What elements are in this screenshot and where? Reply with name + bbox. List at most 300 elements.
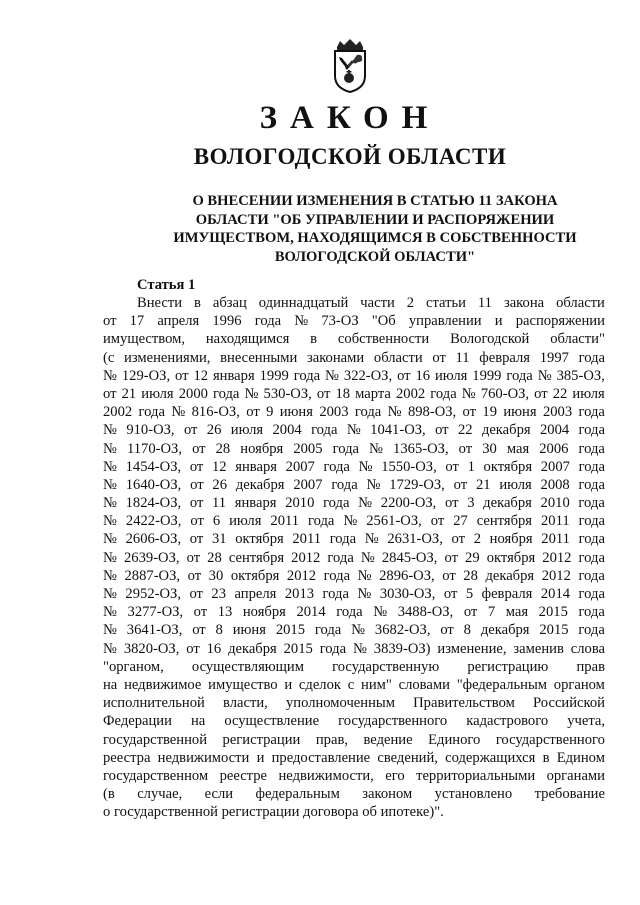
body-word: собственности [337,331,430,348]
body-word: недвижимости [157,749,250,766]
body-word: о государственной регистрации договора об ипотеке)". [103,804,444,821]
body-word: от [443,586,458,602]
body-line [103,785,605,803]
body-word: 2422-ОЗ, [125,513,182,530]
body-word: от [397,367,411,384]
body-word: 2631-ОЗ, [387,531,443,548]
body-word: Российской [533,695,605,712]
body-word: предоставление [271,749,371,766]
body-word: в [194,295,201,311]
region-title: ВОЛОГОДСКОЙ ОБЛАСТИ [193,144,507,169]
body-word: № [352,640,367,657]
body-word: от [192,622,206,639]
body-word: марта [355,385,391,402]
body-line [103,676,605,694]
body-word: территориальными [416,767,536,784]
body-word: от [183,422,198,439]
body-word: Правительством [413,695,515,712]
body-word: ноября [242,604,286,621]
body-word: федеральным [255,786,340,803]
body-word: июня [279,404,313,421]
body-word: № [103,495,117,512]
body-word: имущество [208,676,278,693]
body-word: 28 [215,440,231,457]
body-word: 29 [465,549,480,566]
body-word: от [435,422,449,439]
body-word: 27 [453,513,468,530]
body-word: от [445,495,459,512]
body-line [103,367,605,385]
body-word: 18 [335,385,351,402]
body-word: 2015 [275,622,305,639]
body-word: 2010 [285,495,315,512]
body-word: "федеральным [456,676,547,693]
body-word: от [440,622,454,639]
body-word: года [578,531,605,548]
body-word: № [103,567,117,584]
body-word: 9 [266,404,274,421]
body-word: 26 [212,476,227,493]
body-word: реестре [219,767,268,784]
body-word: Вологодской [450,331,530,348]
body-word: 2015 [283,640,313,657]
body-word: 21 [475,476,491,493]
body-word: года [323,567,351,584]
body-word: 2015 [539,622,569,639]
body-word: года [293,367,321,384]
body-word: Внести [137,295,183,311]
body-word: № [369,440,383,457]
body-word: мая [505,604,529,621]
body-word: 3682-ОЗ, [374,622,431,639]
body-word: 1041-ОЗ, [370,422,426,439]
body-word: № [103,513,117,530]
body-word: года [254,313,282,330]
body-word: 910-ОЗ, [126,422,175,439]
body-word: января [235,458,277,475]
body-word: от [103,313,117,330]
body-word: № [103,422,117,439]
body-word: 898-ОЗ, [407,404,457,421]
body-word: мая [506,440,530,457]
body-word: государственную [332,658,440,675]
body-word: 28 [463,567,478,584]
body-word: июля [499,476,532,493]
body-word: 1454-ОЗ, [125,458,182,475]
body-line [103,294,605,312]
body-word: № [346,422,361,439]
body-word: 2845-ОЗ, [381,549,438,566]
body-word: от [246,404,260,421]
body-word: и [284,676,293,693]
subject-line: ИМУЩЕСТВОМ, НАХОДЯЩИМСЯ В СОБСТВЕННОСТИ [173,230,577,247]
body-word: 2010 [540,495,570,512]
body-word: 1170-ОЗ, [127,440,183,457]
body-word: 26 [206,422,222,439]
body-word: Федерации [103,713,172,730]
body-word: государственного [495,731,605,748]
body-line [103,731,605,749]
body-word: года [578,349,605,366]
body-word: 2639-ОЗ, [124,549,180,566]
body-line [103,458,605,476]
body-word: года [578,513,605,530]
body-word: года [323,495,350,512]
body-word: 1999 [472,367,502,384]
body-word: 129-ОЗ, [121,367,171,384]
law-title: ЗАКОН [259,100,441,136]
body-word: области" [550,331,605,348]
body-word: № [103,440,117,457]
body-word: 5 [465,586,474,602]
body-word: абзац [212,295,247,311]
body-word: года [319,640,347,657]
body-word: № [325,367,339,384]
body-word: июля [229,513,262,530]
body-word: № [373,604,388,621]
body-word: 2200-ОЗ, [380,495,437,512]
body-word: от [189,495,204,512]
body-word: № [294,313,309,330]
body-word: июля [572,385,605,402]
body-word: декабря [228,640,277,657]
body-word: года [578,422,605,439]
body-word: части [360,295,395,311]
body-word: 3030-ОЗ, [379,586,436,602]
body-word: № [351,622,366,639]
body-word: 1824-ОЗ, [125,495,182,512]
body-word: ним" [361,676,392,693]
body-word: 2011 [540,513,570,530]
body-word: 21 [121,385,137,402]
body-word: октября [483,458,533,475]
body-word: 530-ОЗ, [263,385,312,402]
body-word: власти, [223,695,268,712]
body-word: 8 [463,622,471,639]
body-word: года [327,549,354,566]
body-word: № [537,367,552,384]
body-word: 2006 [539,440,569,457]
body-word: года [329,531,357,548]
body-line [103,312,605,330]
body-word: исполнительной [103,695,205,712]
body-word: 7 [487,604,496,621]
body-word: 2003 [542,404,573,421]
body-word: ведение [363,731,413,748]
body-word: сведений, [377,749,438,766]
body-word: 28 [207,549,222,566]
body-line [103,712,605,730]
body-word: 2011 [292,531,322,548]
body-word: 1 [467,458,475,475]
body-word: ноября [240,440,284,457]
body-word: ноября [489,531,533,548]
body-word: года [578,458,605,475]
body-word: № [244,385,259,402]
body-word: от [458,440,473,457]
body-word: № [343,513,358,530]
body-word: № [387,404,402,421]
body-word: 2007 [293,476,323,493]
body-word: года [578,586,605,602]
body-word: управлении [408,313,482,330]
body-word: случае, [137,786,183,803]
body-word: года [430,385,457,402]
body-word: от [190,476,204,493]
body-word: 2014 [540,586,571,602]
body-word: № [360,549,375,566]
body-word: уполномоченным [285,695,395,712]
body-word: 22 [457,422,473,439]
body-line [103,767,605,785]
body-word: 11 [477,295,492,311]
body-word: государственном [103,767,209,784]
body-word: кадастрового [466,713,549,730]
body-word: слова [570,640,605,657]
body-word: № [357,567,372,584]
body-word: 2002 [103,404,133,421]
body-line [103,330,605,348]
body-word: года [332,440,359,457]
body-word: 3839-ОЗ) [373,640,431,657]
body-line [103,476,605,494]
body-word: года [578,549,605,566]
body-word: и [494,313,503,330]
body-word: года [578,604,605,621]
coat-of-arms-icon [327,38,373,94]
body-word: в [310,331,318,348]
body-word: от [187,567,202,584]
body-line [103,549,605,567]
body-word: 1729-ОЗ, [389,476,445,493]
body-word: года [578,476,605,493]
body-word: от [186,640,200,657]
body-word: года [578,440,605,457]
body-word: № [103,604,117,621]
body-word: в [542,749,550,766]
body-word: если [204,786,234,803]
body-word: 17 [129,313,145,330]
law-subject [130,192,620,266]
body-word: содержащихся [445,749,536,766]
body-word: января [212,367,255,384]
body-line [103,512,605,530]
body-word: от [445,458,459,475]
body-word: года [336,604,363,621]
body-word: 1365-ОЗ, [393,440,449,457]
body-word: (в [103,786,115,803]
body-word: Единого [428,731,481,748]
body-word: от [193,604,208,621]
body-word: 2004 [539,422,570,439]
body-word: регистрацию [467,658,549,675]
body-word: года [354,404,382,421]
body-word: года [578,404,605,421]
article-body [103,294,605,821]
body-word: 2896-ОЗ, [379,567,435,584]
body-word: 73-ОЗ [321,313,359,330]
body-word: № [103,531,117,548]
body-word: года [322,586,349,602]
body-word: "органом, [103,658,164,675]
body-word: установлено [434,786,513,803]
body-word: на [190,713,206,730]
body-word: 2952-ОЗ, [125,586,181,602]
body-word: 2 [406,295,415,311]
body-word: регистрации [222,731,301,748]
body-word: № [103,367,117,384]
body-word: июля [141,385,174,402]
body-word: прав [576,658,605,675]
body-line [103,421,605,439]
body-word: января [234,495,277,512]
body-line [103,603,605,621]
body-word: изменениями, [124,349,211,366]
body-word: (с [103,349,115,366]
body-word: 2014 [296,604,326,621]
body-word: от [189,458,204,475]
body-word: 22 [552,385,568,402]
body-word: июня [232,622,266,639]
body-word: 2561-ОЗ, [366,513,422,530]
body-word: 760-ОЗ, [480,385,530,402]
body-word: № [103,640,117,657]
body-word: от [186,549,201,566]
body-word: от [189,531,204,548]
body-word: от [103,385,117,402]
body-word: № [103,458,117,475]
body-word: реестра [103,749,151,766]
body-word: распоряжении [515,313,605,330]
body-word: № [461,385,476,402]
body-word: февраля [481,586,533,602]
body-word: от [430,513,445,530]
body-word: органами [546,767,605,784]
body-word: 2003 [319,404,349,421]
body-word: от [190,513,204,530]
body-word: "Об [371,313,396,330]
body-word: № [103,549,117,566]
body-word: сделок [298,676,341,693]
body-word: 8 [215,622,223,639]
body-word: 2011 [541,531,570,548]
body-word: 2012 [542,549,572,566]
body-word: от [534,385,548,402]
body-word: 2015 [538,604,568,621]
body-line [103,403,605,421]
body-word: 1997 [539,349,569,366]
body-word: 11 [455,349,470,366]
body-word: 3641-ОЗ, [126,622,183,639]
body-word: декабря [483,495,532,512]
body-word: имуществом, [103,331,185,348]
body-word: прав, [315,731,348,748]
body-word: требование [534,786,605,803]
body-word: словами [398,676,450,693]
body-word: недвижимости, [278,767,374,784]
body-line [103,749,605,767]
body-word: от [442,567,456,584]
body-word: года [138,404,165,421]
body-line [103,621,605,639]
body-word: 2005 [293,440,323,457]
body-word: области [556,295,605,311]
body-word: декабря [235,476,285,493]
body-word: года [578,622,605,639]
body-word: 2011 [270,513,300,530]
body-word: 2012 [291,549,321,566]
body-word: недвижимое [124,676,202,693]
body-word: апреля [234,586,277,602]
body-word: года [314,622,342,639]
body-line [103,385,605,403]
body-word: внесенными [220,349,298,366]
body-word: 12 [193,367,209,384]
body-word: 385-ОЗ, [556,367,605,384]
body-word: находящимся [205,331,290,348]
article-heading: Статья 1 [137,277,196,293]
body-word: декабря [485,567,535,584]
body-word: 2887-ОЗ, [124,567,181,584]
body-word: 3820-ОЗ, [123,640,180,657]
body-word: осуществление [224,713,320,730]
body-word: 2 [473,531,481,548]
body-word: 2000 [178,385,208,402]
body-word: 6 [212,513,221,530]
body-word: осуществляющим [191,658,304,675]
body-word: октября [230,567,280,584]
body-word: сентября [228,549,285,566]
body-word: учета, [567,713,605,730]
body-line [103,440,605,458]
body-word: года [506,367,533,384]
body-word: 322-ОЗ, [343,367,393,384]
body-word: от [451,531,466,548]
body-word: года [308,513,335,530]
body-word: октября [235,531,284,548]
body-word: 2012 [541,567,571,584]
body-word: 1999 [259,367,289,384]
body-word: 2007 [285,458,315,475]
body-word: № [103,586,117,602]
body-word: законами [306,349,365,366]
body-line [103,640,605,658]
body-line [103,658,605,676]
body-word: 816-ОЗ, [191,404,240,421]
body-word: № [357,586,372,602]
body-word: № [364,531,379,548]
body-word: № [103,622,117,639]
body-word: № [358,458,373,475]
body-word: 1640-ОЗ, [125,476,182,493]
body-word: октября [486,549,536,566]
body-word: от [189,586,203,602]
body-word: года [311,422,338,439]
body-word: 13 [217,604,233,621]
body-word: 23 [211,586,227,602]
body-word: от [463,604,478,621]
body-word: от [444,549,458,566]
subject-line: О ВНЕСЕНИИ ИЗМЕНЕНИЯ В СТАТЬЮ 11 ЗАКОНА [192,193,558,209]
body-word: 11 [212,495,227,512]
body-word: от [453,476,468,493]
body-word: 1550-ОЗ, [381,458,437,475]
body-word: органом [553,676,605,693]
body-word: 2606-ОЗ, [125,531,182,548]
body-word: 30 [482,440,497,457]
body-word: на [103,676,118,693]
body-word: его [385,767,405,784]
